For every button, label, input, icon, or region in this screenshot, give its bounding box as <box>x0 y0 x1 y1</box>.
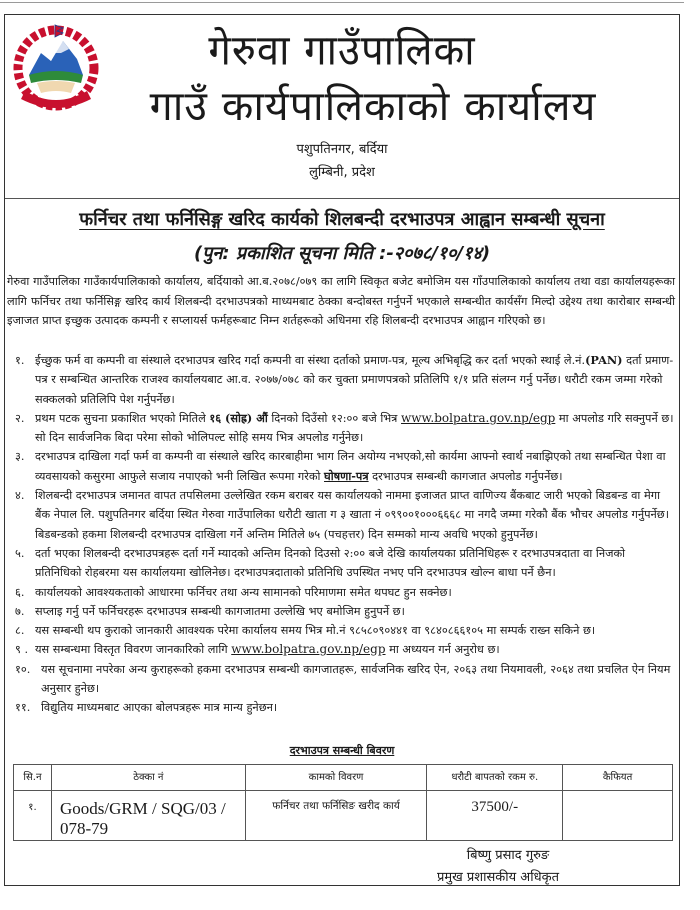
bolpatra-link[interactable]: www.bolpatra.gov.np/egp <box>231 642 386 657</box>
office-title-line2: गाउँ कार्यपालिकाको कार्यालय <box>149 82 597 130</box>
condition-item <box>15 583 675 602</box>
cell-work-description: फर्निचर तथा फर्निसिङ खरीद कार्य <box>245 791 427 841</box>
item-text: मा अध्ययन गर्न अनुरोध छ। <box>385 643 500 657</box>
condition-item <box>15 447 675 486</box>
office-title-line1: गेरुवा गाउँपालिका <box>208 26 476 76</box>
item-text: दरभाउपत्र सम्बन्धी कागजात अपलोड गर्नुपर्नेछ। <box>368 469 563 483</box>
notice-heading-text: फर्निचर तथा फर्निसिङ्ग खरिद कार्यको शिलबन्दी दरभाउपत्र आह्वान सम्बन्धी सूचना <box>79 209 605 230</box>
letterhead <box>5 15 679 199</box>
item-text: प्रथम पटक सुचना प्रकाशित भएको मितिले <box>35 411 210 425</box>
condition-item <box>15 351 675 409</box>
item-number: ७. <box>15 604 25 618</box>
deadline-days: १६ (सोह्र) औं <box>209 410 268 425</box>
bid-table-title <box>5 743 679 759</box>
item-text: दर्ता भएका शिलबन्दी दरभाउपत्रहरू दर्ता गर्ने म्यादको अन्तिम दिनको दिउसो २:०० बजे देखि कार्यालयका प्रतिनिधिहरू र दरभाउपत्रदाता वा निजको प्रतिनिधिको रोहबरमा यस कार्यालयमा खोलिनेछ। दरभाउपत्रदाताको प्रतिनिधि उपस्थित नभए पनि दरभाउपत्र खोल्न बाधा पर्ने छैन। <box>35 546 626 580</box>
item-number: २. <box>15 411 25 425</box>
cell-deposit-amount: 37500/- <box>427 791 563 841</box>
col-work-description: कामको विवरण <box>245 765 427 791</box>
signature-block <box>437 845 559 889</box>
col-contract-no: ठेक्का नं <box>51 765 245 791</box>
condition-item <box>15 486 675 544</box>
item-text: यस सूचनामा नपरेका अन्य कुराहरूको हकमा दरभाउपत्र सम्बन्धी कागजातहरू, सार्वजनिक खरिद ऐन, २०६३ तथा नियमावली, २०६४ तथा प्रचलित ऐन नियम अनुसार हुनेछ। <box>41 662 671 696</box>
table-row <box>14 791 673 841</box>
col-remarks: कैफियत <box>563 765 673 791</box>
condition-item <box>15 409 675 448</box>
item-text: शिलबन्दी दरभाउपत्र जमानत वापत तपसिलमा उल्लेखित रकम बराबर यस कार्यालयको नाममा इजाजत प्राप्त वाणिज्य बैंकबाट जारी भएको बिडबन्ड वा मेगा बैंक नेपाल लि. पशुपतिनगर बर्दिया स्थित गेरुवा गाउँपालिका धरौटी खाता ग ३ खाता नं ०९९००१०००६६६८ मा नगदै जम्मा गरेकौ बैंक भौचर अपलोड गर्नुपर्नेछ। बिडबन्डको हकमा शिलबन्दी दरभाउपत्र दाखिला गर्ने अन्तिम मितिले ७५ (पचहत्तर) दिन सम्मको मान्य अवधि भएको हुनुपर्नेछ। <box>35 489 670 541</box>
cell-contract-no: Goods/GRM / SQG/03 / 078-79 <box>51 791 245 841</box>
notice-intro: गेरुवा गाउँपालिका गाउँकार्यपालिकाको कार्यालय, बर्दियाको आ.ब.२०७८/०७९ का लागि स्विकृत बजेट बमोजिम यस गाँउपालिकाको कार्यालय तथा वडा कार्यालयहरूका लागि फर्निचर तथा फर्निसिङ्ग खरिद कार्य शिलबन्दी दरभाउपत्रको माध्यमबाट ठेक्का बन्दोबस्त गर्नुपर्ने भएकाले सम्बन्धीत कार्यसँग मिल्दो उद्देश्य तथा कारोबार सम्बन्धी इजाजत प्राप्त इच्छुक उत्पादक कम्पनी र सप्लायर्स फर्महरूबाट निम्न शर्तहरूको अधिनमा रहि शिलबन्दी दरभाउपत्र आह्वान गरिएको छ। <box>7 275 675 327</box>
item-number: ५. <box>15 546 25 560</box>
item-text: दिनको दिउँसो १२:०० बजे भित्र <box>267 411 402 425</box>
item-number: १०. <box>15 662 31 676</box>
item-text: ईच्छुक फर्म वा कम्पनी वा संस्थाले दरभाउपत्र खरिद गर्दा कम्पनी वा संस्था दर्ताको प्रमाण-पत्र, मूल्य अभिबृद्धि कर दर्ता भएको स्थाई ले.नं. <box>35 354 586 367</box>
address-line2: लुम्बिनी, प्रदेश <box>309 165 375 180</box>
item-number: ८. <box>15 624 25 638</box>
condition-item <box>15 544 675 583</box>
item-number: १. <box>15 354 25 367</box>
item-text: यस सम्बन्धमा विस्तृत विवरण जानकारिको लागि <box>35 643 232 657</box>
item-number: ३. <box>15 450 25 464</box>
item-number: ११. <box>15 701 31 715</box>
condition-item <box>15 640 675 659</box>
condition-item <box>15 698 675 717</box>
condition-item <box>15 621 675 640</box>
item-number: ४. <box>15 489 25 503</box>
bid-table-title-text: दरभाउपत्र सम्बन्धी बिवरण <box>289 744 395 757</box>
col-serial: सि.न <box>14 765 52 791</box>
table-header-row <box>14 765 673 791</box>
declaration-label: घोषणा-पत्र <box>324 468 369 483</box>
cell-remarks <box>563 791 673 841</box>
notice-heading <box>5 207 679 233</box>
col-deposit-amount: धरौटी बापतको रकम रु. <box>427 765 563 791</box>
signatory-designation: प्रमुख प्रशासकीय अधिकृत <box>436 870 559 885</box>
item-text: दर्ता प्रमाण-पत्र र सम्बन्धित आन्तरिक राजश्व कार्यालयबाट आ.व. २०७७/०७८ को कर चुक्ता प्रमाणपत्रको प्रतिलिपि १/१ प्रति संलग्न गर्नु पर्नेछ। धरौटी रकम जम्मा गरेको सक्कलको प्रतिलिपि पेश गर्नुपर्नेछ। <box>35 354 674 406</box>
item-text: मा अपलोड गरि सक्नुपर्ने छ। सो दिन सार्वजनिक बिदा परेमा सोको भोलिपल्ट सोहि समय भित्र अपलोड गर्नुनेछ। <box>35 411 674 445</box>
pan-label: (PAN) <box>585 353 623 367</box>
bolpatra-link[interactable]: www.bolpatra.gov.np/egp <box>401 410 556 425</box>
item-text: विद्युतिय माध्यमबाट आएका बोलपत्रहरू मात्र मान्य हुनेछन। <box>41 701 278 715</box>
top-rule <box>0 2 684 3</box>
item-number: ९ . <box>15 643 29 657</box>
item-text: दरभाउपत्र दाखिला गर्दा फर्म वा कम्पनी वा संस्थाले खरिद कारबाहीमा भाग लिन अयोग्य नभएको,सो कार्यमा आफ्नो स्वार्थ नबाझिएको तथा सम्बन्धित पेशा वा व्यवसायको कसुरमा आफुले सजाय नपाएको भनी लिखित रूपमा गरेको <box>35 450 666 483</box>
item-text: सप्लाइ गर्नु पर्ने फर्निचरहरू दरभाउपत्र सम्बन्धी कागजातमा उल्लेखि भए बमोजिम हुनुपर्ने छ। <box>35 604 405 618</box>
item-number: ६. <box>15 585 25 599</box>
conditions-list <box>15 351 675 718</box>
item-text: यस सम्बन्धी थप कुराको जानकारी आवश्यक परेमा कार्यालय समय भित्र मो.नं ९८५८०९०४४१ वा ९८४०८६६१०५ मा सम्पर्क राख्न सकिने छ। <box>35 624 596 638</box>
cell-serial: १. <box>14 791 52 841</box>
signatory-name: बिष्णु प्रसाद गुरुङ <box>466 848 550 863</box>
item-text: कार्यालयको आवश्यकताको आधारमा फर्निचर तथा अन्य सामानको परिमाणमा समेत थपघट हुन सक्नेछ। <box>35 585 452 599</box>
address-line1: पशुपतिनगर, बर्दिया <box>296 142 388 157</box>
notice-page <box>4 14 680 886</box>
bid-details-table <box>13 764 673 841</box>
reissue-date: (पुन: प्रकाशित सूचना मिति :-२०७८/१०/१४) <box>193 243 491 264</box>
condition-item <box>15 602 675 621</box>
condition-item <box>15 660 675 699</box>
